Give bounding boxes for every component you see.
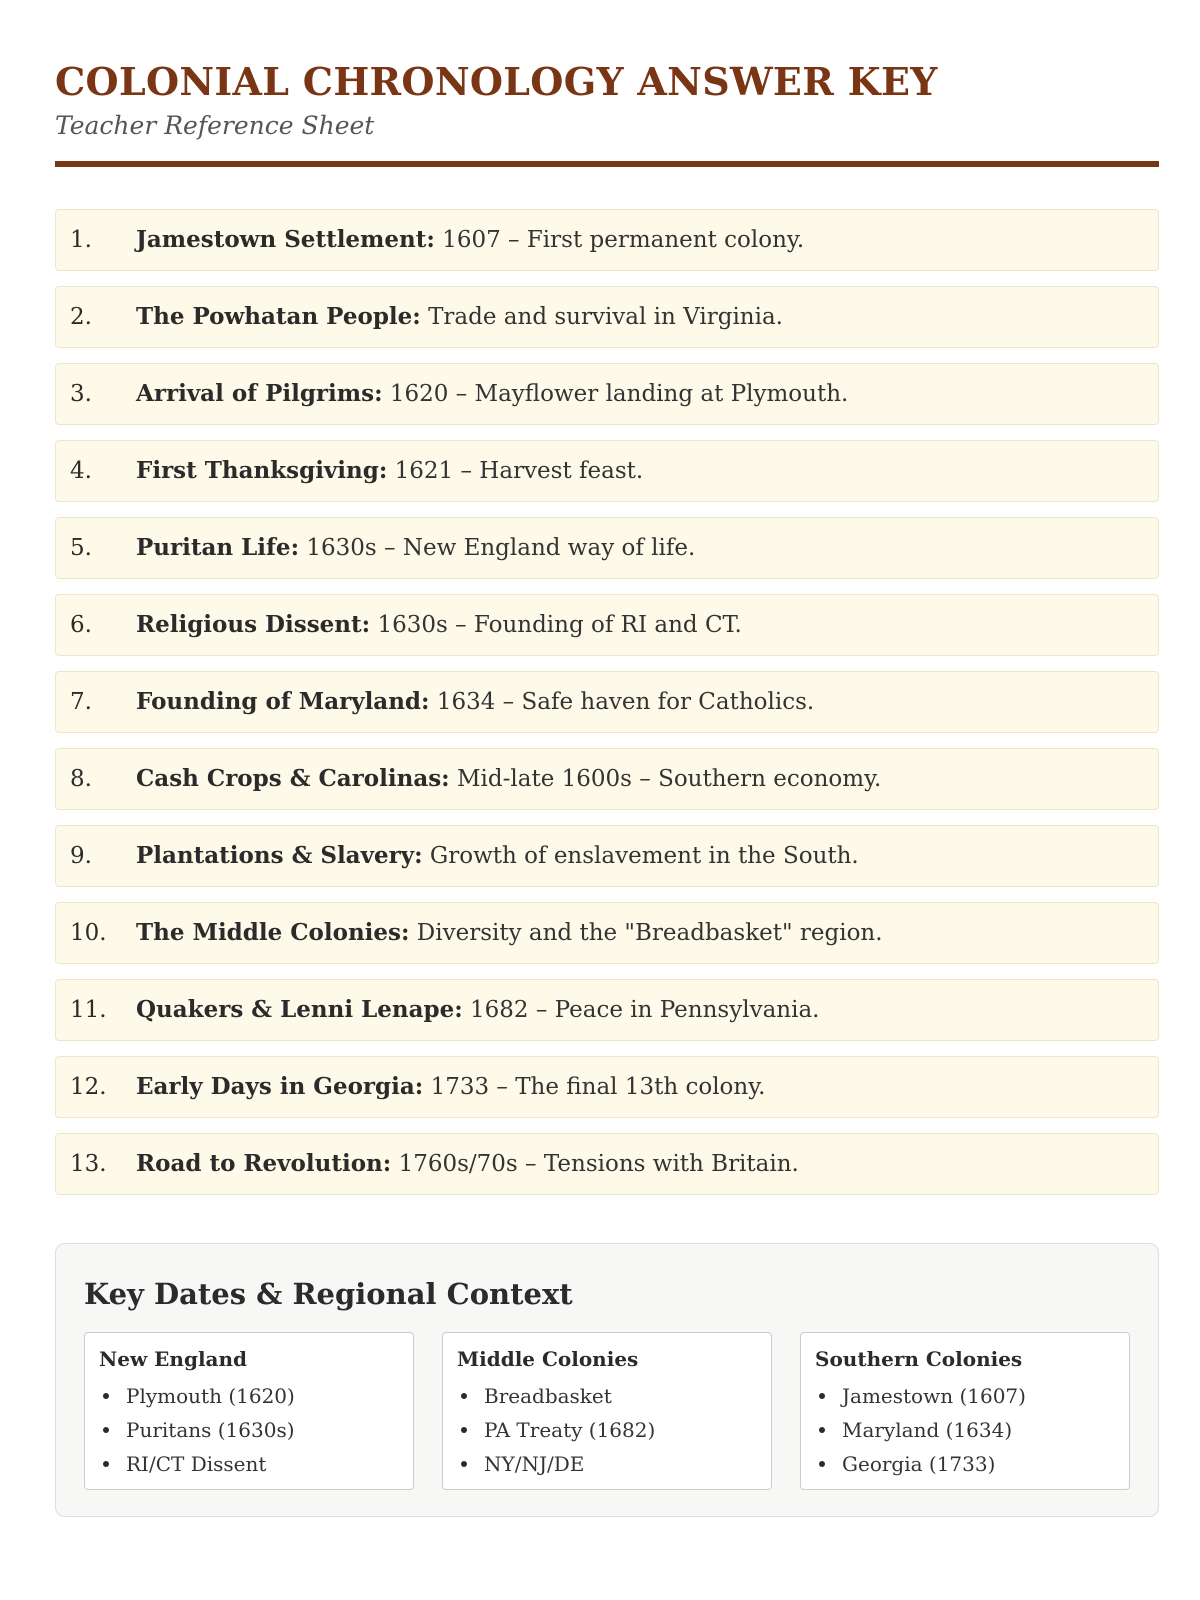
entry-description: 1621 – Harvest feast. [394, 458, 644, 484]
chronology-entry [55, 440, 1159, 502]
entry-label: Plantations & Slavery: [136, 842, 423, 869]
chronology-entry [55, 363, 1159, 425]
region-name: Southern Colonies [815, 1347, 1023, 1371]
region-list-item: RI/CT Dissent [99, 1447, 295, 1481]
chronology-entry [55, 594, 1159, 656]
entry-number: 7. [70, 689, 92, 715]
entry-description: 1760s/70s – Tensions with Britain. [398, 1151, 799, 1177]
entry-number: 10. [70, 920, 107, 946]
region-list-item: Georgia (1733) [815, 1447, 1026, 1481]
entry-description: 1733 – The final 13th colony. [430, 1074, 766, 1100]
region-list-item: PA Treaty (1682) [457, 1413, 655, 1447]
page-subtitle: Teacher Reference Sheet [55, 111, 375, 140]
entry-label: Religious Dissent: [136, 611, 371, 638]
region-list-item: Puritans (1630s) [99, 1413, 295, 1447]
chronology-entry [55, 902, 1159, 964]
entry-description: 1682 – Peace in Pennsylvania. [470, 997, 820, 1023]
entry-number: 6. [70, 612, 92, 638]
entry-number: 4. [70, 458, 92, 484]
chronology-entry [55, 1133, 1159, 1195]
chronology-entry [55, 748, 1159, 810]
entry-description: 1607 – First permanent colony. [442, 227, 805, 253]
entry-label: The Middle Colonies: [136, 919, 410, 946]
entry-label: Cash Crops & Carolinas: [136, 765, 450, 792]
entry-number: 9. [70, 843, 92, 869]
entry-number: 2. [70, 304, 92, 330]
entry-description: 1634 – Safe haven for Catholics. [436, 689, 815, 715]
chronology-entry [55, 671, 1159, 733]
entry-description: Diversity and the "Breadbasket" region. [416, 920, 883, 946]
chronology-entry [55, 517, 1159, 579]
entry-label: Puritan Life: [136, 534, 300, 561]
region-list-item: Breadbasket [457, 1379, 655, 1413]
entry-number: 8. [70, 766, 92, 792]
regional-context-panel [55, 1243, 1159, 1517]
title-divider [55, 161, 1159, 167]
entry-label: Founding of Maryland: [136, 688, 430, 715]
chronology-list [55, 209, 1159, 1210]
context-title: Key Dates & Regional Context [84, 1277, 573, 1311]
region-list-item: Plymouth (1620) [99, 1379, 295, 1413]
entry-description: Mid-late 1600s – Southern economy. [456, 766, 882, 792]
chronology-entry [55, 1056, 1159, 1118]
entry-description: 1630s – New England way of life. [306, 535, 696, 561]
entry-label: Quakers & Lenni Lenape: [136, 996, 463, 1023]
entry-description: Growth of enslavement in the South. [429, 843, 859, 869]
entry-number: 3. [70, 381, 92, 407]
entry-label: Road to Revolution: [136, 1150, 392, 1177]
region-card-southern-colonies [800, 1332, 1130, 1490]
entry-description: 1630s – Founding of RI and CT. [377, 612, 742, 638]
entry-label: First Thanksgiving: [136, 457, 388, 484]
region-list [457, 1379, 655, 1481]
entry-description: 1620 – Mayflower landing at Plymouth. [389, 381, 849, 407]
region-list [99, 1379, 295, 1481]
entry-label: The Powhatan People: [136, 303, 421, 330]
region-list-item: Maryland (1634) [815, 1413, 1026, 1447]
region-card-new-england [84, 1332, 414, 1490]
chronology-entry [55, 979, 1159, 1041]
region-list-item: NY/NJ/DE [457, 1447, 655, 1481]
entry-number: 5. [70, 535, 92, 561]
entry-label: Arrival of Pilgrims: [136, 380, 383, 407]
entry-label: Jamestown Settlement: [136, 226, 435, 253]
entry-number: 12. [70, 1074, 107, 1100]
region-card-middle-colonies [442, 1332, 772, 1490]
region-name: Middle Colonies [457, 1347, 639, 1371]
entry-number: 11. [70, 997, 107, 1023]
entry-description: Trade and survival in Virginia. [428, 304, 783, 330]
chronology-entry [55, 286, 1159, 348]
entry-number: 1. [70, 227, 92, 253]
chronology-entry [55, 825, 1159, 887]
entry-number: 13. [70, 1151, 107, 1177]
entry-label: Early Days in Georgia: [136, 1073, 424, 1100]
region-list [815, 1379, 1026, 1481]
region-list-item: Jamestown (1607) [815, 1379, 1026, 1413]
region-name: New England [99, 1347, 248, 1371]
chronology-entry [55, 209, 1159, 271]
page-title: COLONIAL CHRONOLOGY ANSWER KEY [55, 59, 938, 104]
